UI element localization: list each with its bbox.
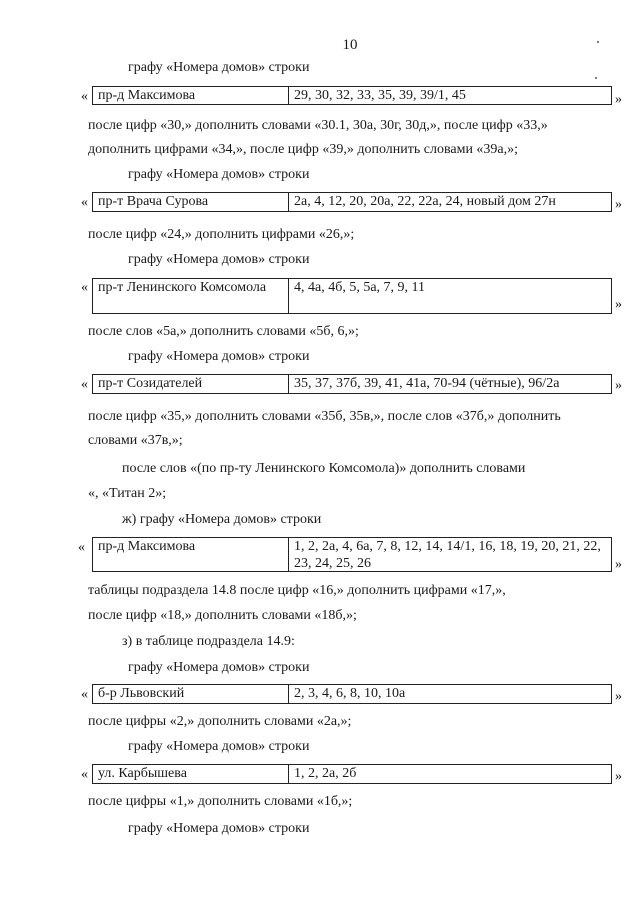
- amendment-text: «, «Титан 2»;: [88, 486, 167, 501]
- quote-open: «: [81, 767, 88, 782]
- quote-close: »: [615, 197, 622, 212]
- house-numbers: 35, 37, 37б, 39, 41, 41а, 70-94 (чётные), 96/2а: [294, 376, 560, 391]
- street-name: пр-т Созидателей: [93, 375, 289, 393]
- quote-open: «: [78, 540, 85, 555]
- quote-close: »: [615, 378, 622, 393]
- quote-close: »: [615, 557, 622, 572]
- street-table-row: [92, 764, 612, 784]
- street-name: пр-т Ленинского Комсомола: [93, 279, 289, 313]
- quote-open: «: [81, 195, 88, 210]
- street-name: ул. Карбышева: [93, 765, 289, 783]
- quote-close: »: [615, 689, 622, 704]
- block-heading: ж) графу «Номера домов» строки: [122, 512, 322, 527]
- street-table-row: [92, 537, 612, 572]
- amendment-text: после цифр «35,» дополнить словами «35б, 35в,», после слов «37б,» дополнить: [88, 409, 561, 424]
- scan-speck: [595, 77, 597, 79]
- house-numbers: 1, 2, 2а, 2б: [294, 766, 357, 781]
- quote-open: «: [81, 89, 88, 104]
- amendment-text: после слов «5а,» дополнить словами «5б, 6,»;: [88, 324, 359, 339]
- house-numbers: 2, 3, 4, 6, 8, 10, 10а: [294, 686, 406, 701]
- quote-close: »: [615, 297, 622, 312]
- amendment-text: после слов «(по пр-ту Ленинского Комсомола)» дополнить словами: [122, 461, 526, 476]
- house-numbers: 29, 30, 32, 33, 35, 39, 39/1, 45: [294, 88, 466, 103]
- street-name: пр-д Максимова: [93, 87, 289, 104]
- block-heading: графу «Номера домов» строки: [128, 167, 310, 182]
- page-number: 10: [342, 37, 358, 53]
- street-table-row: [92, 278, 612, 314]
- section-heading: з) в таблице подраздела 14.9:: [122, 634, 295, 649]
- block-heading: графу «Номера домов» строки: [128, 252, 310, 267]
- amendment-text: таблицы подраздела 14.8 после цифр «16,» дополнить цифрами «17,»,: [88, 583, 506, 598]
- quote-open: «: [81, 687, 88, 702]
- amendment-text: после цифр «24,» дополнить цифрами «26,»;: [88, 227, 355, 242]
- quote-close: »: [615, 769, 622, 784]
- scan-speck: [597, 41, 599, 43]
- amendment-text: после цифры «1,» дополнить словами «1б,»;: [88, 794, 353, 809]
- amendment-text: после цифр «30,» дополнить словами «30.1, 30а, 30г, 30д,», после цифр «33,»: [88, 118, 548, 133]
- block-heading: графу «Номера домов» строки: [128, 60, 310, 75]
- street-table-row: [92, 684, 612, 704]
- amendment-text: дополнить цифрами «34,», после цифр «39,» дополнить словами «39а,»;: [88, 142, 519, 157]
- street-table-row: [92, 374, 612, 394]
- block-heading: графу «Номера домов» строки: [128, 821, 310, 836]
- street-name: пр-т Врача Сурова: [93, 193, 289, 211]
- block-heading: графу «Номера домов» строки: [128, 660, 310, 675]
- block-heading: графу «Номера домов» строки: [128, 739, 310, 754]
- street-table-row: [92, 86, 612, 105]
- street-name: пр-д Максимова: [93, 538, 289, 571]
- amendment-text: после цифры «2,» дополнить словами «2а,»;: [88, 714, 352, 729]
- quote-open: «: [81, 280, 88, 295]
- street-table-row: [92, 192, 612, 212]
- house-numbers: 1, 2, 2а, 4, 6а, 7, 8, 12, 14, 14/1, 16, 18, 19, 20, 21, 22, 23, 24, 25, 26: [294, 539, 601, 571]
- quote-close: »: [615, 92, 622, 107]
- house-numbers: 2а, 4, 12, 20, 20а, 22, 22а, 24, новый дом 27н: [294, 194, 556, 209]
- house-numbers: 4, 4а, 4б, 5, 5а, 7, 9, 11: [294, 280, 426, 295]
- street-name: б-р Львовский: [93, 685, 289, 703]
- amendment-text: после цифр «18,» дополнить словами «18б,»;: [88, 608, 357, 623]
- block-heading: графу «Номера домов» строки: [128, 349, 310, 364]
- quote-open: «: [81, 377, 88, 392]
- amendment-text: словами «37в,»;: [88, 433, 183, 448]
